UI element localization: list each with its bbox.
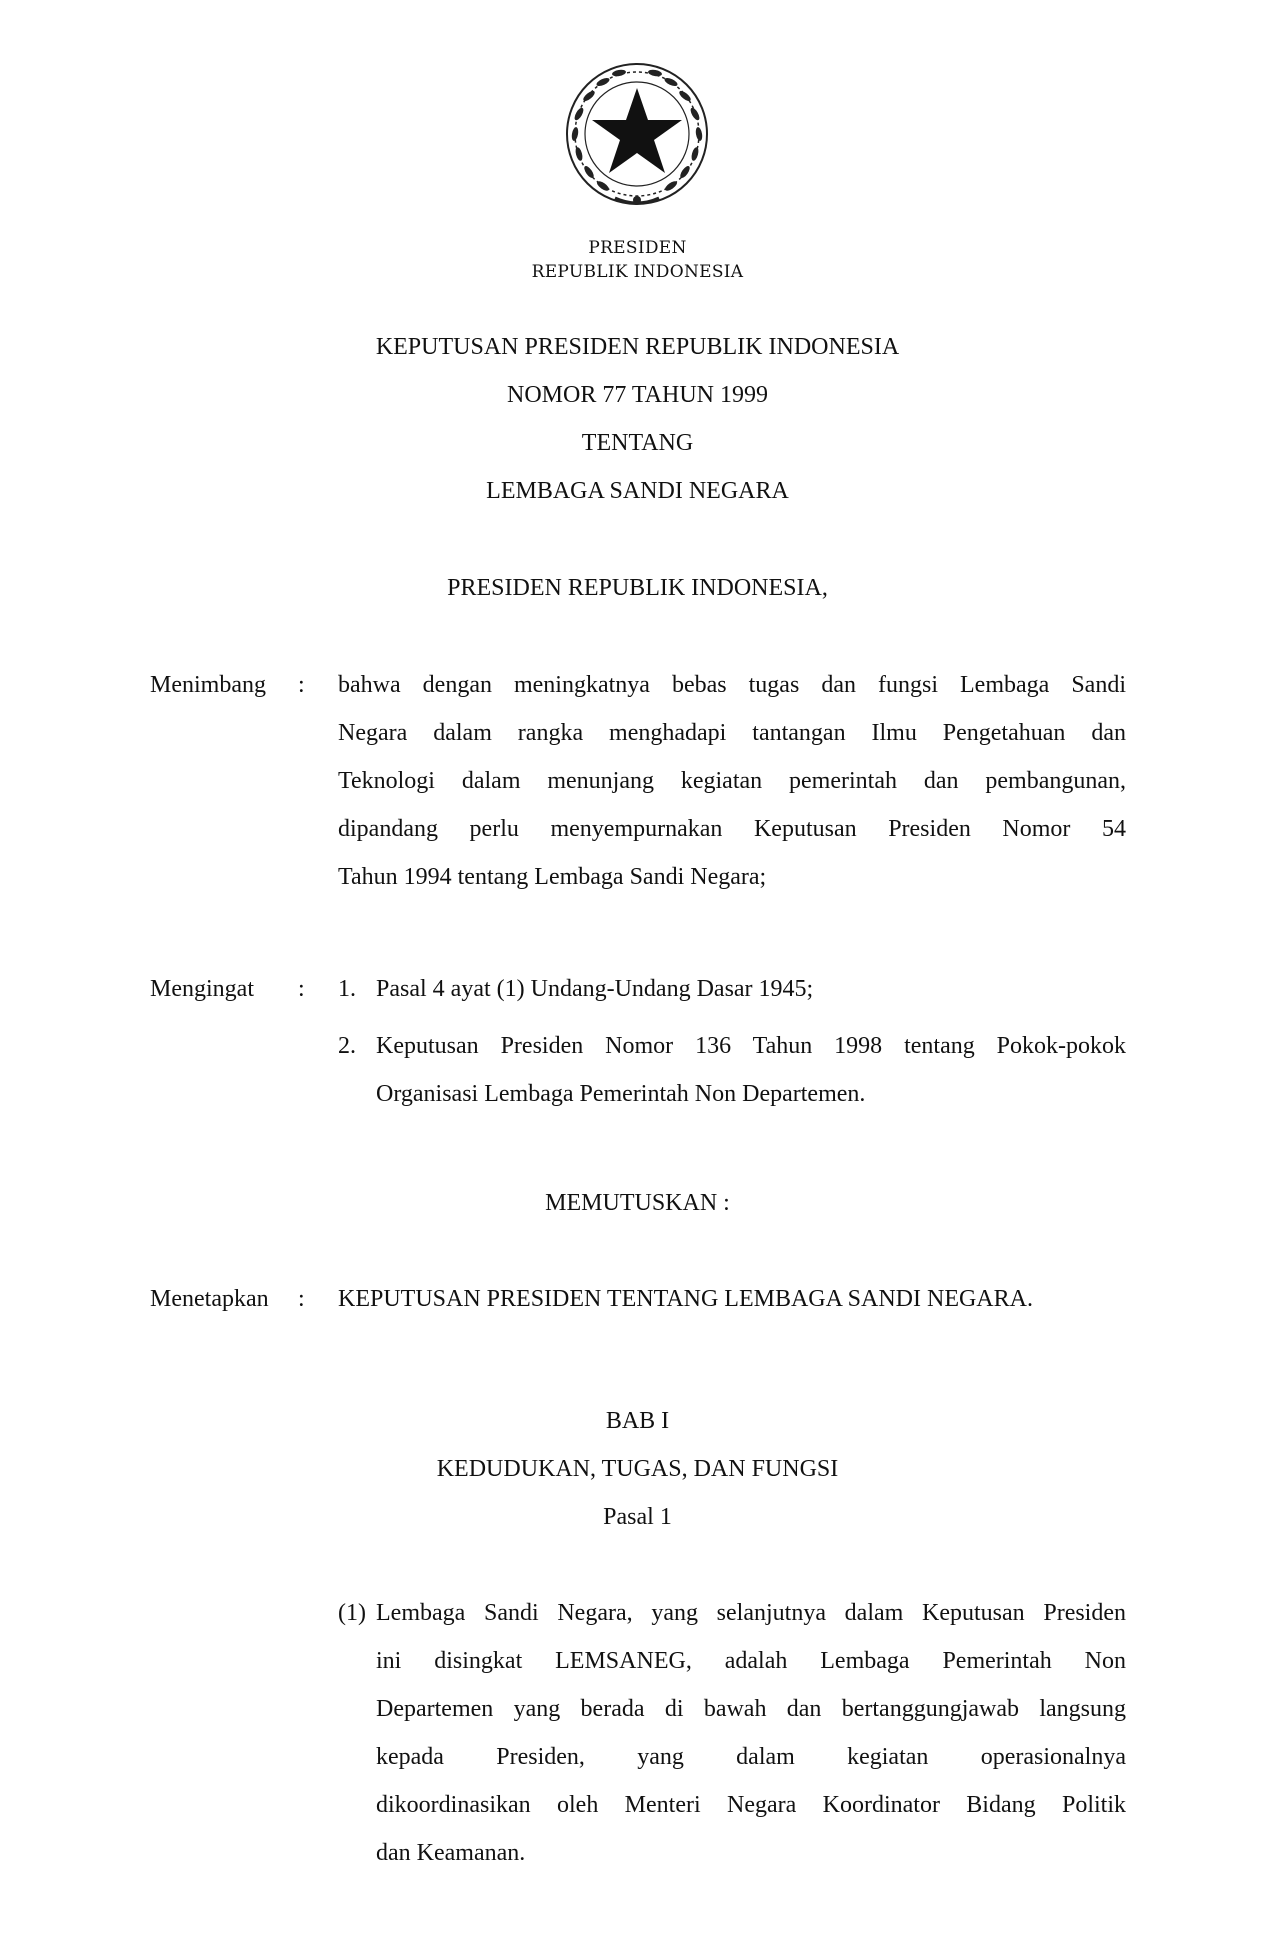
ayat-line: kepada Presiden, yang dalam kegiatan operasionalnya [376, 1744, 1126, 1770]
ayat-line: ini disingkat LEMSANEG, adalah Lembaga Pemerintah Non [376, 1648, 1126, 1674]
menimbang-line: Tahun 1994 tentang Lembaga Sandi Negara; [338, 864, 767, 890]
menetapkan-text: KEPUTUSAN PRESIDEN TENTANG LEMBAGA SANDI NEGARA. [338, 1286, 1033, 1312]
mengingat-colon: : [298, 976, 305, 1002]
menetapkan-label: Menetapkan [150, 1286, 269, 1312]
ayat-1-text [376, 1589, 1126, 1877]
menimbang-text [338, 661, 1126, 901]
letterhead-republik: REPUBLIK INDONESIA [531, 262, 744, 282]
menimbang-label: Menimbang [150, 672, 266, 698]
garuda-star-emblem [557, 58, 717, 218]
mengingat-label: Mengingat [150, 976, 254, 1002]
menimbang-line: Teknologi dalam menunjang kegiatan pemerintah dan pembangunan, [338, 768, 1126, 794]
mengingat-item-1: Pasal 4 ayat (1) Undang-Undang Dasar 1945; [376, 976, 814, 1002]
title-line-4: LEMBAGA SANDI NEGARA [486, 478, 789, 504]
star-icon [592, 88, 682, 173]
menimbang-line: Negara dalam rangka menghadapi tantangan Ilmu Pengetahuan dan [338, 720, 1126, 746]
menetapkan-colon: : [298, 1286, 305, 1312]
ayat-line: Departemen yang berada di bawah dan bertanggungjawab langsung [376, 1696, 1126, 1722]
mengingat-item-2 [376, 1022, 1126, 1118]
letterhead-presiden: PRESIDEN [588, 238, 687, 258]
pasal-heading: Pasal 1 [603, 1504, 672, 1530]
mengingat-item-number: 1. [338, 976, 356, 1002]
mengingat-line: Keputusan Presiden Nomor 136 Tahun 1998 tentang Pokok-pokok [376, 1033, 1126, 1059]
bab-subtitle: KEDUDUKAN, TUGAS, DAN FUNGSI [436, 1456, 839, 1482]
mengingat-line: Organisasi Lembaga Pemerintah Non Departemen. [376, 1081, 866, 1107]
ayat-line: Lembaga Sandi Negara, yang selanjutnya dalam Keputusan Presiden [376, 1600, 1126, 1626]
menimbang-colon: : [298, 672, 305, 698]
title-line-1: KEPUTUSAN PRESIDEN REPUBLIK INDONESIA [375, 334, 900, 360]
title-line-3: TENTANG [581, 430, 694, 456]
menimbang-line: dipandang perlu menyempurnakan Keputusan Presiden Nomor 54 [338, 816, 1126, 842]
ayat-number: (1) [338, 1600, 366, 1626]
menimbang-line: bahwa dengan meningkatnya bebas tugas dan fungsi Lembaga Sandi [338, 672, 1126, 698]
ayat-line: dan Keamanan. [376, 1840, 526, 1866]
preamble: PRESIDEN REPUBLIK INDONESIA, [447, 575, 828, 601]
mengingat-item-number: 2. [338, 1033, 356, 1059]
memutuskan-heading: MEMUTUSKAN : [545, 1190, 730, 1216]
bab-title: BAB I [605, 1408, 670, 1434]
emblem-graphic [557, 58, 717, 218]
ayat-line: dikoordinasikan oleh Menteri Negara Koordinator Bidang Politik [376, 1792, 1126, 1818]
title-line-2: NOMOR 77 TAHUN 1999 [507, 382, 768, 408]
